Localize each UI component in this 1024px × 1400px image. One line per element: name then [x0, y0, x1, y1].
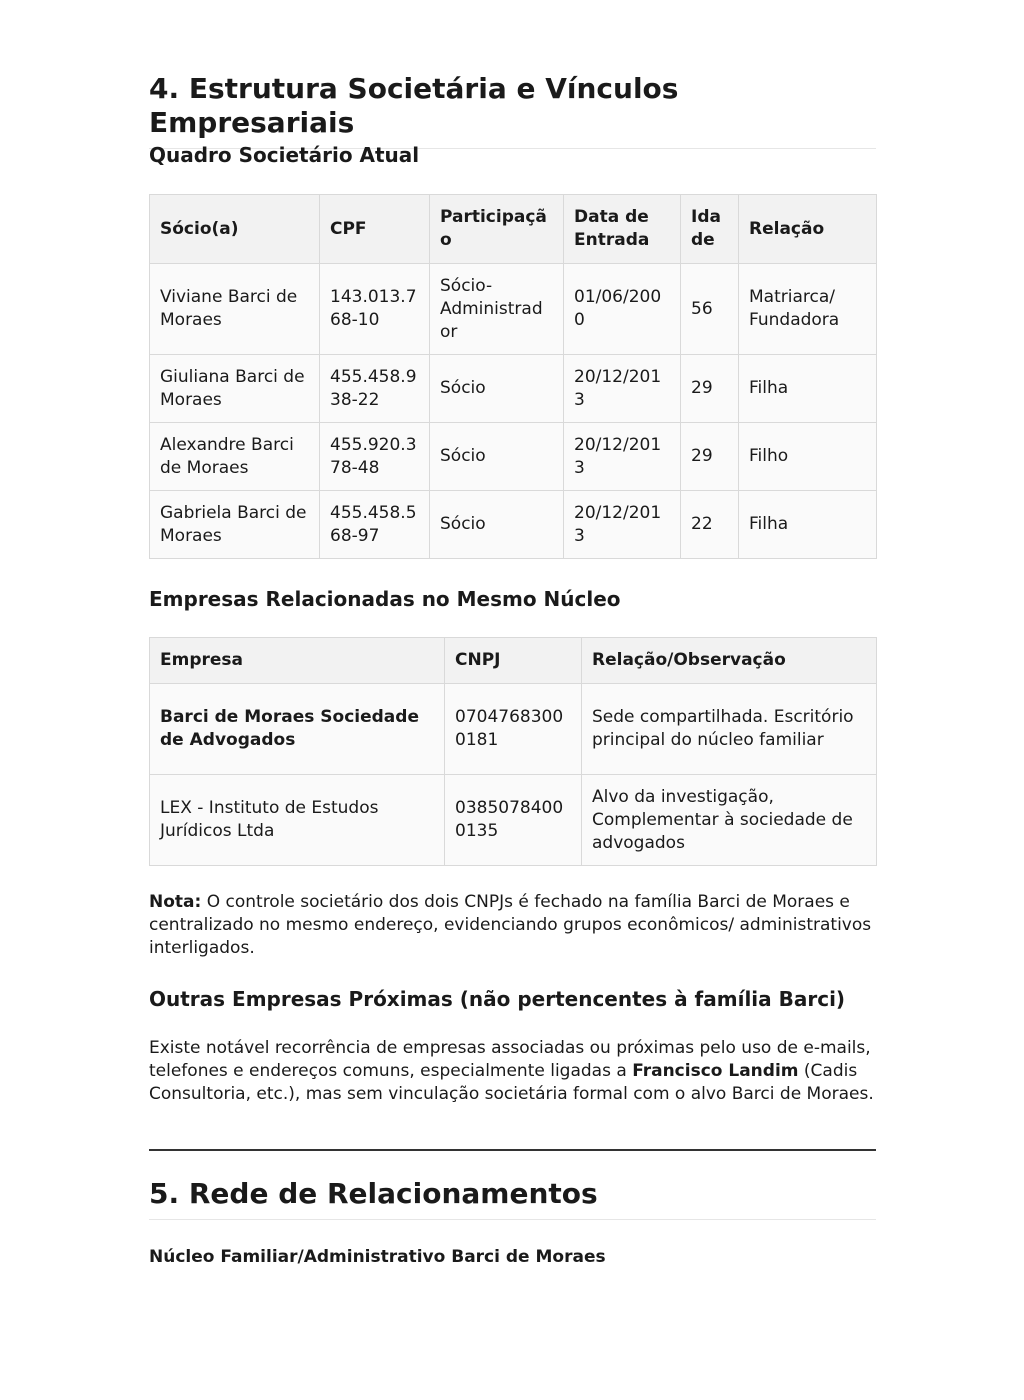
empresa-observacao: Sede compartilhada. Escritório principal do núcleo familiar: [582, 684, 877, 775]
socio-cpf: 455.458.938-22: [320, 355, 430, 423]
table-row: [150, 491, 877, 559]
socio-relacao: Filha: [739, 355, 877, 423]
empresas-relacionadas-heading: Empresas Relacionadas no Mesmo Núcleo: [149, 587, 621, 611]
column-header: Data de Entrada: [564, 195, 681, 264]
outras-text-before: Existe notável recorrência de empresas associadas ou próximas pelo uso de e-mails, telefones e endereços comuns, especialmente ligadas a: [149, 1038, 871, 1081]
table-header-row: [150, 195, 877, 264]
socio-cpf: 455.920.378-48: [320, 423, 430, 491]
table-row: [150, 684, 877, 775]
empresa-observacao: Alvo da investigação, Complementar à sociedade de advogados: [582, 775, 877, 866]
quadro-societario-heading: Quadro Societário Atual: [149, 143, 420, 167]
empresas-relacionadas-table: [149, 637, 877, 866]
socio-data-entrada: 20/12/2013: [564, 491, 681, 559]
socio-idade: 29: [681, 355, 739, 423]
empresa-name: LEX - Instituto de Estudos Jurídicos Ltda: [150, 775, 445, 866]
socio-data-entrada: 01/06/2000: [564, 264, 681, 355]
socio-idade: 56: [681, 264, 739, 355]
empresa-cnpj: 07047683000181: [445, 684, 582, 775]
socio-participacao: Sócio: [430, 423, 564, 491]
socio-name: Viviane Barci de Moraes: [150, 264, 320, 355]
column-header: CNPJ: [445, 638, 582, 684]
section-4-heading: 4. Estrutura Societária e Vínculos Empresariais: [149, 72, 876, 149]
section-divider: [149, 1149, 876, 1151]
empresa-cnpj: 03850784000135: [445, 775, 582, 866]
socio-name: Giuliana Barci de Moraes: [150, 355, 320, 423]
column-header: Relação/Observação: [582, 638, 877, 684]
table-header-row: [150, 638, 877, 684]
socio-relacao: Filha: [739, 491, 877, 559]
socio-participacao: Sócio: [430, 355, 564, 423]
column-header: Relação: [739, 195, 877, 264]
outras-empresas-paragraph: [149, 1037, 876, 1106]
socio-relacao: Matriarca/ Fundadora: [739, 264, 877, 355]
column-header: Empresa: [150, 638, 445, 684]
socio-participacao: Sócio: [430, 491, 564, 559]
socio-cpf: 455.458.568-97: [320, 491, 430, 559]
socio-cpf: 143.013.768-10: [320, 264, 430, 355]
nota-label: Nota:: [149, 892, 202, 912]
table-row: [150, 264, 877, 355]
outras-empresas-heading: Outras Empresas Próximas (não pertencentes à família Barci): [149, 987, 846, 1011]
table-row: [150, 775, 877, 866]
column-header: Idade: [681, 195, 739, 264]
table-row: [150, 355, 877, 423]
section-5-heading: 5. Rede de Relacionamentos: [149, 1177, 876, 1220]
column-header: Sócio(a): [150, 195, 320, 264]
column-header: CPF: [320, 195, 430, 264]
socio-name: Gabriela Barci de Moraes: [150, 491, 320, 559]
empresa-name: Barci de Moraes Sociedade de Advogados: [150, 684, 445, 775]
outras-text-after: (Cadis Consultoria, etc.), mas sem vinculação societária formal com o alvo Barci de Moraes.: [149, 1061, 874, 1104]
outras-bold-name: Francisco Landim: [632, 1061, 799, 1081]
column-header: Participação: [430, 195, 564, 264]
socio-relacao: Filho: [739, 423, 877, 491]
socio-name: Alexandre Barci de Moraes: [150, 423, 320, 491]
socio-idade: 22: [681, 491, 739, 559]
nucleo-familiar-subheading: Núcleo Familiar/Administrativo Barci de Moraes: [149, 1247, 606, 1267]
socio-data-entrada: 20/12/2013: [564, 355, 681, 423]
nota-text: O controle societário dos dois CNPJs é fechado na família Barci de Moraes e centralizado no mesmo endereço, evidenciando grupos econômicos/ administrativos interligados.: [149, 892, 872, 958]
socio-idade: 29: [681, 423, 739, 491]
table-row: [150, 423, 877, 491]
socio-participacao: Sócio-Administrador: [430, 264, 564, 355]
quadro-societario-table: [149, 194, 877, 559]
nota-paragraph: [149, 891, 876, 960]
socio-data-entrada: 20/12/2013: [564, 423, 681, 491]
